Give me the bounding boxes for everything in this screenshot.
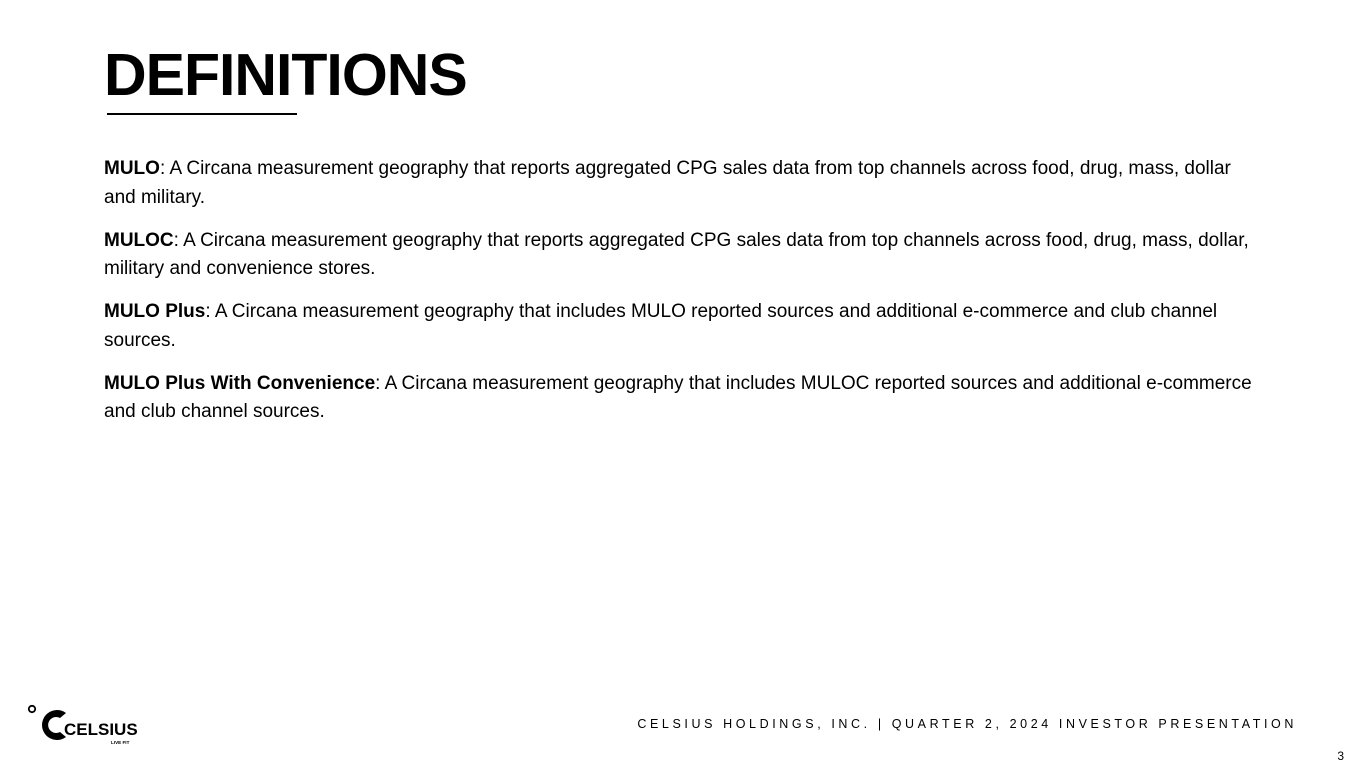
page-title: DEFINITIONS <box>104 42 467 108</box>
logo-tagline: LIVE FIT <box>111 740 130 745</box>
definition-mulo-plus-convenience <box>104 370 1254 427</box>
definition-mulo-plus <box>104 298 1254 355</box>
page-number: 3 <box>1337 749 1344 763</box>
definition-term: MULO Plus <box>104 301 206 322</box>
definitions-list <box>104 155 1254 441</box>
footer-company-line: CELSIUS HOLDINGS, INC. | QUARTER 2, 2024 INVESTOR PRESENTATION <box>637 717 1297 731</box>
definition-term: MULO Plus With Convenience <box>104 372 376 394</box>
celsius-logo <box>27 704 145 746</box>
definition-term: MULOC <box>104 229 174 251</box>
logo-wordmark: CELSIUS <box>64 720 138 739</box>
definition-mulo <box>104 155 1254 212</box>
title-underline <box>107 113 297 115</box>
definition-text: : A Circana measurement geography that reports aggregated CPG sales data from top channels across food, drug, mass, dollar, military and convenience stores. <box>104 229 1249 279</box>
definition-term: MULO <box>104 158 160 179</box>
definition-text: : A Circana measurement geography that includes MULO reported sources and additional e-commerce and club channel sources. <box>104 301 1218 351</box>
degree-mark-icon <box>29 706 35 712</box>
definition-text: : A Circana measurement geography that reports aggregated CPG sales data from top channels across food, drug, mass, dollar and military. <box>104 158 1231 208</box>
logo-c-mark-icon <box>42 710 66 740</box>
definition-muloc <box>104 227 1254 284</box>
definition-text: : A Circana measurement geography that includes MULOC reported sources and additional e-commerce and club channel sources. <box>104 372 1252 422</box>
